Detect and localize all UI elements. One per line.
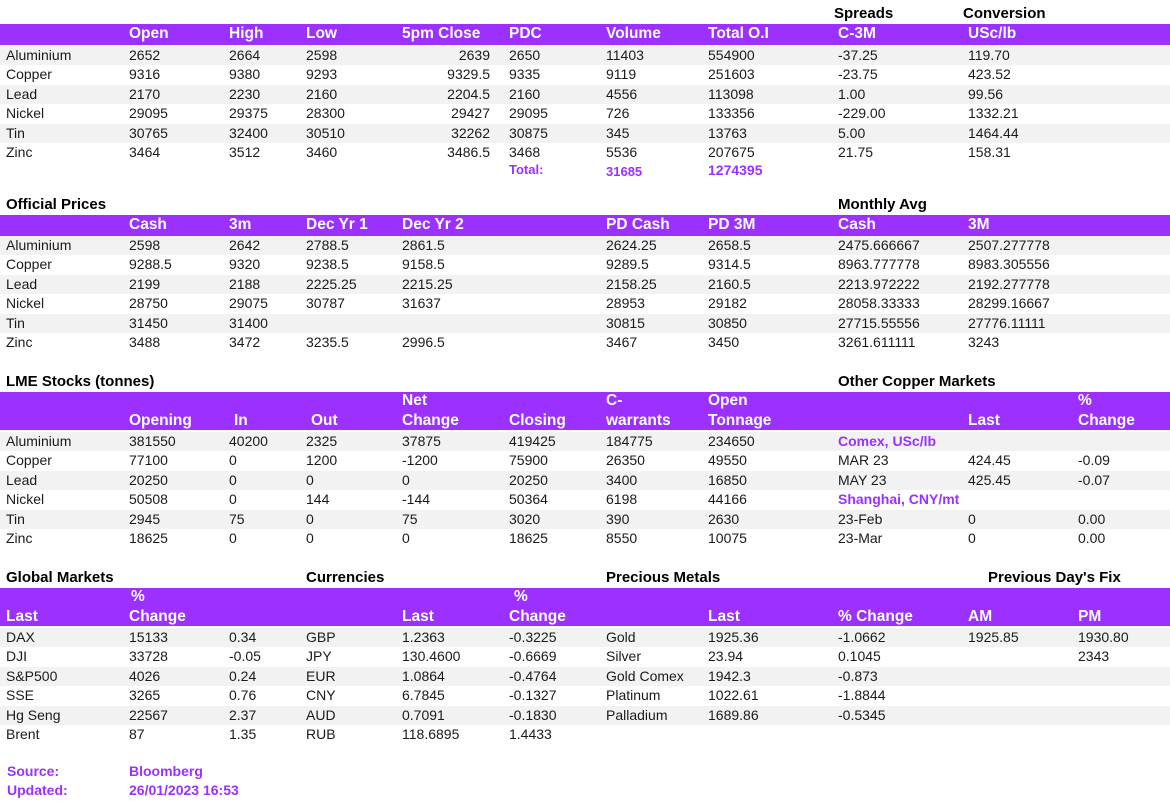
- 3m-value: 2188: [229, 275, 261, 292]
- net-change-value: 0: [402, 471, 410, 488]
- avg-cash-value: 2213.972222: [838, 275, 920, 292]
- index-change: 2.37: [229, 706, 257, 723]
- out-value: 0: [306, 530, 314, 546]
- header-am: AM: [968, 608, 993, 625]
- opening-value: 2945: [129, 510, 161, 527]
- row-shade: [0, 706, 1170, 725]
- in-value: 0: [229, 530, 237, 546]
- header-pct: %: [131, 588, 145, 605]
- header-last: Last: [6, 608, 38, 625]
- out-value: 144: [306, 491, 330, 508]
- spread-c3m-value: -229.00: [838, 105, 886, 122]
- currency-code: EUR: [306, 667, 336, 684]
- index-last: 15133: [129, 629, 168, 645]
- index-change: 0.24: [229, 667, 257, 684]
- column-header: 3m: [229, 216, 252, 233]
- other-copper-title: Other Copper Markets: [838, 373, 996, 390]
- out-value: 0: [306, 471, 314, 488]
- index-last: 33728: [129, 648, 168, 665]
- currency-change: 1.4433: [509, 726, 552, 742]
- pd-cash-value: 30815: [606, 314, 645, 331]
- net-change-value: 75: [402, 510, 418, 527]
- precious-last: 1925.36: [708, 629, 759, 645]
- fix-pm: 1930.80: [1078, 629, 1129, 645]
- header-tonnage: Tonnage: [708, 412, 772, 429]
- high-value: 9380: [229, 66, 261, 83]
- total-oi-value: 554900: [708, 47, 755, 63]
- currency-change: -0.3225: [509, 629, 557, 645]
- avg-3m-value: 2192.277778: [968, 275, 1050, 292]
- index-name: DAX: [6, 629, 35, 645]
- contract-label: MAY 23: [838, 471, 887, 488]
- closing-value: 3020: [509, 510, 541, 527]
- close-5pm-value: 2204.5: [447, 85, 490, 102]
- open-value: 30765: [129, 124, 168, 141]
- closing-value: 20250: [509, 471, 548, 488]
- header-last: Last: [968, 412, 1000, 429]
- dec-yr2-value: 2996.5: [402, 334, 445, 350]
- precious-change: -1.0662: [838, 629, 886, 645]
- metal-name: Lead: [6, 471, 38, 488]
- cwarrants-value: 6198: [606, 491, 638, 508]
- currency-last: 1.2363: [402, 629, 445, 645]
- previous-fix-title: Previous Day's Fix: [988, 569, 1121, 586]
- contract-last: 424.45: [968, 452, 1011, 469]
- out-value: 1200: [306, 452, 338, 469]
- currency-code: AUD: [306, 706, 336, 723]
- out-value: 0: [306, 510, 314, 527]
- volume-value: 5536: [606, 144, 638, 160]
- column-header: Open: [129, 25, 169, 42]
- index-name: DJI: [6, 648, 27, 665]
- dec-yr2-value: 2215.25: [402, 275, 453, 292]
- currency-change: -0.6669: [509, 648, 557, 665]
- spread-c3m-value: 21.75: [838, 144, 874, 160]
- metal-name: Zinc: [6, 334, 33, 350]
- conversion-value: 119.70: [968, 47, 1010, 63]
- avg-cash-value: 2475.666667: [838, 237, 920, 253]
- index-name: S&P500: [6, 667, 58, 684]
- column-header: PD 3M: [708, 216, 756, 233]
- avg-cash-value: 3261.611111: [838, 334, 916, 350]
- pd-3m-value: 9314.5: [708, 256, 751, 273]
- opening-value: 20250: [129, 471, 168, 488]
- header-pct-change: % Change: [838, 608, 913, 625]
- contract-last: 0: [968, 510, 976, 527]
- low-value: 3460: [306, 144, 338, 160]
- cash-value: 9288.5: [129, 256, 172, 273]
- currency-code: RUB: [306, 726, 336, 742]
- total-label: Total:: [509, 162, 544, 177]
- opening-value: 18625: [129, 530, 168, 546]
- dec-yr2-value: 9158.5: [402, 256, 445, 273]
- header-change: Change: [129, 608, 186, 625]
- 3m-value: 3472: [229, 334, 261, 350]
- open-value: 29095: [129, 105, 168, 122]
- contract-change: -0.07: [1078, 471, 1110, 488]
- header-pm: PM: [1078, 608, 1102, 625]
- avg-3m-value: 2507.277778: [968, 237, 1050, 253]
- precious-change: -1.8844: [838, 687, 886, 704]
- open-tonnage-value: 44166: [708, 491, 747, 508]
- pd-3m-value: 2160.5: [708, 275, 751, 292]
- precious-metal-name: Gold Comex: [606, 667, 684, 684]
- volume-value: 9119: [606, 66, 637, 83]
- dec-yr2-value: 2861.5: [402, 237, 445, 253]
- close-5pm-value: 3486.5: [447, 144, 490, 160]
- conversion-value: 423.52: [968, 66, 1011, 83]
- column-header: PD Cash: [606, 216, 670, 233]
- index-last: 22567: [129, 706, 168, 723]
- dec-yr1-value: 3235.5: [306, 334, 349, 350]
- cash-value: 28750: [129, 295, 168, 312]
- currency-code: CNY: [306, 687, 336, 704]
- official-prices-title: Official Prices: [6, 196, 107, 213]
- low-value: 2598: [306, 47, 338, 63]
- monthly-avg-title: Monthly Avg: [838, 196, 927, 213]
- metal-name: Aluminium: [6, 433, 72, 449]
- cwarrants-value: 390: [606, 510, 630, 527]
- precious-change: -0.873: [838, 667, 878, 684]
- net-change-value: 0: [402, 530, 410, 546]
- total-oi-value: 113098: [708, 85, 754, 102]
- close-5pm-value: 2639: [458, 47, 490, 63]
- precious-last: 23.94: [708, 648, 744, 665]
- contract-label: 23-Feb: [838, 510, 883, 527]
- in-value: 0: [229, 471, 237, 488]
- open-value: 9316: [129, 66, 161, 83]
- pdc-value: 9335: [509, 66, 541, 83]
- fix-pm: 2343: [1078, 648, 1110, 665]
- header-out: Out: [311, 412, 338, 429]
- header-last: Last: [708, 608, 740, 625]
- index-change: -0.05: [229, 648, 261, 665]
- currency-change: -0.1327: [509, 687, 557, 704]
- volume-value: 4556: [606, 85, 638, 102]
- dec-yr1-value: 2225.25: [306, 275, 357, 292]
- conversion-value: 1464.44: [968, 124, 1019, 141]
- 3m-value: 29075: [229, 295, 268, 312]
- column-header: Dec Yr 2: [402, 216, 464, 233]
- header-open: Open: [708, 392, 748, 409]
- pdc-value: 29095: [509, 105, 548, 122]
- total-oi-value: 133356: [708, 105, 755, 122]
- conversion-title: Conversion: [963, 5, 1046, 22]
- currency-code: GBP: [306, 629, 336, 645]
- currencies-title: Currencies: [306, 569, 385, 586]
- pd-3m-value: 29182: [708, 295, 747, 312]
- header-warrants: warrants: [606, 412, 671, 429]
- pd-3m-value: 3450: [708, 334, 740, 350]
- market-subheader: Comex, USc/lb: [838, 433, 937, 449]
- in-value: 0: [229, 452, 237, 469]
- avg-3m-value: 27776.11111: [968, 314, 1046, 331]
- lme-stocks-title: LME Stocks (tonnes): [6, 373, 155, 390]
- index-name: SSE: [6, 687, 35, 704]
- pd-cash-value: 2158.25: [606, 275, 657, 292]
- contract-label: 23-Mar: [838, 530, 883, 546]
- precious-change: -0.5345: [838, 706, 886, 723]
- cwarrants-value: 3400: [606, 471, 638, 488]
- pdc-value: 2160: [509, 85, 541, 102]
- pdc-value: 3468: [509, 144, 541, 160]
- metal-name: Lead: [6, 85, 38, 102]
- avg-3m-value: 3243: [968, 334, 1000, 350]
- pdc-value: 2650: [509, 47, 541, 63]
- closing-value: 75900: [509, 452, 548, 469]
- cash-value: 3488: [129, 334, 161, 350]
- dec-yr2-value: 31637: [402, 295, 441, 312]
- high-value: 29375: [229, 105, 268, 122]
- currency-change: -0.1830: [509, 706, 557, 723]
- column-header: Cash: [838, 216, 876, 233]
- precious-metal-name: Silver: [606, 648, 642, 665]
- index-last: 3265: [129, 687, 161, 704]
- column-header: Dec Yr 1: [306, 216, 368, 233]
- 3m-value: 31400: [229, 314, 268, 331]
- 3m-value: 2642: [229, 237, 261, 253]
- contract-change: -0.09: [1078, 452, 1110, 469]
- precious-metal-name: Gold: [606, 629, 636, 645]
- column-header: 3M: [968, 216, 990, 233]
- dec-yr1-value: 2788.5: [306, 237, 349, 253]
- low-value: 30510: [306, 124, 345, 141]
- precious-metals-title: Precious Metals: [606, 569, 721, 586]
- header-in: In: [234, 412, 248, 429]
- metal-name: Nickel: [6, 491, 45, 508]
- metal-name: Lead: [6, 275, 38, 292]
- conversion-value: 1332.21: [968, 105, 1019, 122]
- header-pct: %: [1078, 392, 1092, 409]
- open-tonnage-value: 16850: [708, 471, 747, 488]
- contract-label: MAR 23: [838, 452, 889, 469]
- opening-value: 50508: [129, 491, 168, 508]
- header-net: Net: [402, 392, 427, 409]
- pdc-value: 30875: [509, 124, 548, 141]
- avg-cash-value: 8963.777778: [838, 256, 920, 273]
- out-value: 2325: [306, 433, 338, 449]
- column-header: PDC: [509, 25, 542, 42]
- currency-last: 6.7845: [402, 687, 445, 704]
- high-value: 2664: [229, 47, 261, 63]
- open-tonnage-value: 234650: [708, 433, 755, 449]
- low-value: 2160: [306, 85, 338, 102]
- contract-change: 0.00: [1078, 510, 1106, 527]
- metal-name: Aluminium: [6, 47, 72, 63]
- metal-name: Nickel: [6, 105, 45, 122]
- in-value: 40200: [229, 433, 268, 449]
- metal-name: Aluminium: [6, 237, 72, 253]
- index-change: 0.34: [229, 629, 257, 645]
- header-change: Change: [1078, 412, 1135, 429]
- index-change: 1.35: [229, 726, 257, 742]
- net-change-value: -144: [402, 491, 431, 508]
- row-shade: [0, 667, 1170, 686]
- column-header: C-3M: [838, 25, 876, 42]
- cash-value: 31450: [129, 314, 168, 331]
- closing-value: 50364: [509, 491, 548, 508]
- open-value: 2170: [129, 85, 161, 102]
- volume-value: 345: [606, 124, 630, 141]
- header-last: Last: [402, 608, 434, 625]
- column-header: Cash: [129, 216, 167, 233]
- index-name: Brent: [6, 726, 40, 742]
- pd-3m-value: 2658.5: [708, 237, 751, 253]
- total-oi-value: 13763: [708, 124, 747, 141]
- currency-code: JPY: [306, 648, 332, 665]
- precious-change: 0.1045: [838, 648, 881, 665]
- closing-value: 419425: [509, 433, 556, 449]
- updated-value: 26/01/2023 16:53: [129, 782, 239, 798]
- precious-last: 1689.86: [708, 706, 759, 723]
- index-change: 0.76: [229, 687, 257, 704]
- source-value: Bloomberg: [129, 763, 203, 779]
- index-last: 87: [129, 726, 145, 742]
- index-last: 4026: [129, 667, 161, 684]
- high-value: 3512: [229, 144, 261, 160]
- total-oi-value: 251603: [708, 66, 755, 83]
- high-value: 2230: [229, 85, 261, 102]
- source-label: Source:: [7, 763, 60, 779]
- total-oi: 1274395: [708, 162, 763, 178]
- precious-metal-name: Platinum: [606, 687, 661, 704]
- conversion-value: 99.56: [968, 85, 1004, 102]
- avg-3m-value: 28299.16667: [968, 295, 1050, 312]
- opening-value: 381550: [129, 433, 176, 449]
- net-change-value: -1200: [402, 452, 438, 469]
- spread-c3m-value: 1.00: [838, 85, 866, 102]
- avg-cash-value: 28058.33333: [838, 295, 920, 312]
- dec-yr1-value: 30787: [306, 295, 345, 312]
- contract-last: 0: [968, 530, 976, 546]
- cwarrants-value: 184775: [606, 433, 653, 449]
- volume-value: 726: [606, 105, 630, 122]
- metal-name: Copper: [6, 256, 52, 273]
- updated-label: Updated:: [7, 782, 68, 798]
- open-tonnage-value: 49550: [708, 452, 747, 469]
- opening-value: 77100: [129, 452, 168, 469]
- spread-c3m-value: -23.75: [838, 66, 878, 83]
- global-markets-title: Global Markets: [6, 569, 114, 586]
- open-tonnage-value: 2630: [708, 510, 740, 527]
- 3m-value: 9320: [229, 256, 261, 273]
- row-shade: [0, 510, 1170, 529]
- in-value: 0: [229, 491, 237, 508]
- in-value: 75: [229, 510, 245, 527]
- spread-c3m-value: -37.25: [838, 47, 878, 63]
- column-header: USc/lb: [968, 25, 1017, 42]
- volume-value: 11403: [606, 47, 644, 63]
- header-change: Change: [402, 412, 459, 429]
- column-header: Total O.I: [708, 25, 769, 42]
- metal-name: Copper: [6, 452, 52, 469]
- contract-change: 0.00: [1078, 530, 1106, 546]
- open-tonnage-value: 10075: [708, 530, 747, 546]
- dec-yr1-value: 9238.5: [306, 256, 349, 273]
- currency-last: 1.0864: [402, 667, 445, 684]
- open-value: 3464: [129, 144, 161, 160]
- avg-cash-value: 27715.55556: [838, 314, 920, 331]
- contract-last: 425.45: [968, 471, 1011, 488]
- metal-name: Zinc: [6, 530, 33, 546]
- fix-am: 1925.85: [968, 629, 1019, 645]
- metal-name: Copper: [6, 66, 52, 83]
- open-value: 2652: [129, 47, 161, 63]
- spread-c3m-value: 5.00: [838, 124, 866, 141]
- pd-3m-value: 30850: [708, 314, 747, 331]
- avg-3m-value: 8983.305556: [968, 256, 1050, 273]
- metal-name: Tin: [6, 314, 25, 331]
- column-header: Volume: [606, 25, 661, 42]
- precious-last: 1022.61: [708, 687, 759, 704]
- high-value: 32400: [229, 124, 268, 141]
- pd-cash-value: 28953: [606, 295, 645, 312]
- pd-cash-value: 3467: [606, 334, 638, 350]
- column-header: High: [229, 25, 264, 42]
- precious-last: 1942.3: [708, 667, 751, 684]
- header-c: C-: [606, 392, 623, 409]
- close-5pm-value: 32262: [451, 124, 490, 141]
- pd-cash-value: 2624.25: [606, 237, 657, 253]
- header-opening: Opening: [129, 412, 192, 429]
- total-oi-value: 207675: [708, 144, 755, 160]
- header-pct: %: [514, 588, 528, 605]
- official-header-band: [0, 215, 1170, 236]
- metal-name: Tin: [6, 124, 25, 141]
- net-change-value: 37875: [402, 433, 441, 449]
- column-header: Low: [306, 25, 337, 42]
- low-value: 28300: [306, 105, 345, 122]
- precious-metal-name: Palladium: [606, 706, 668, 723]
- index-name: Hg Seng: [6, 706, 61, 723]
- cash-value: 2199: [129, 275, 161, 292]
- metal-name: Nickel: [6, 295, 45, 312]
- close-5pm-value: 29427: [451, 105, 490, 122]
- currency-last: 130.4600: [402, 648, 461, 665]
- metal-name: Tin: [6, 510, 25, 527]
- currency-change: -0.4764: [509, 667, 557, 684]
- conversion-value: 158.31: [968, 144, 1011, 160]
- total-volume: 31685: [606, 164, 643, 179]
- close-5pm-value: 9329.5: [447, 66, 490, 83]
- cwarrants-value: 26350: [606, 452, 645, 469]
- header-closing: Closing: [509, 412, 566, 429]
- currency-last: 0.7091: [402, 706, 445, 723]
- market-subheader: Shanghai, CNY/mt: [838, 491, 960, 508]
- spreads-title: Spreads: [834, 5, 894, 22]
- currency-last: 118.6895: [402, 726, 460, 742]
- pd-cash-value: 9289.5: [606, 256, 649, 273]
- cwarrants-value: 8550: [606, 530, 638, 546]
- header-change: Change: [509, 608, 566, 625]
- low-value: 9293: [306, 66, 338, 83]
- cash-value: 2598: [129, 237, 161, 253]
- metal-name: Zinc: [6, 144, 33, 160]
- column-header: 5pm Close: [402, 25, 481, 42]
- closing-value: 18625: [509, 530, 548, 546]
